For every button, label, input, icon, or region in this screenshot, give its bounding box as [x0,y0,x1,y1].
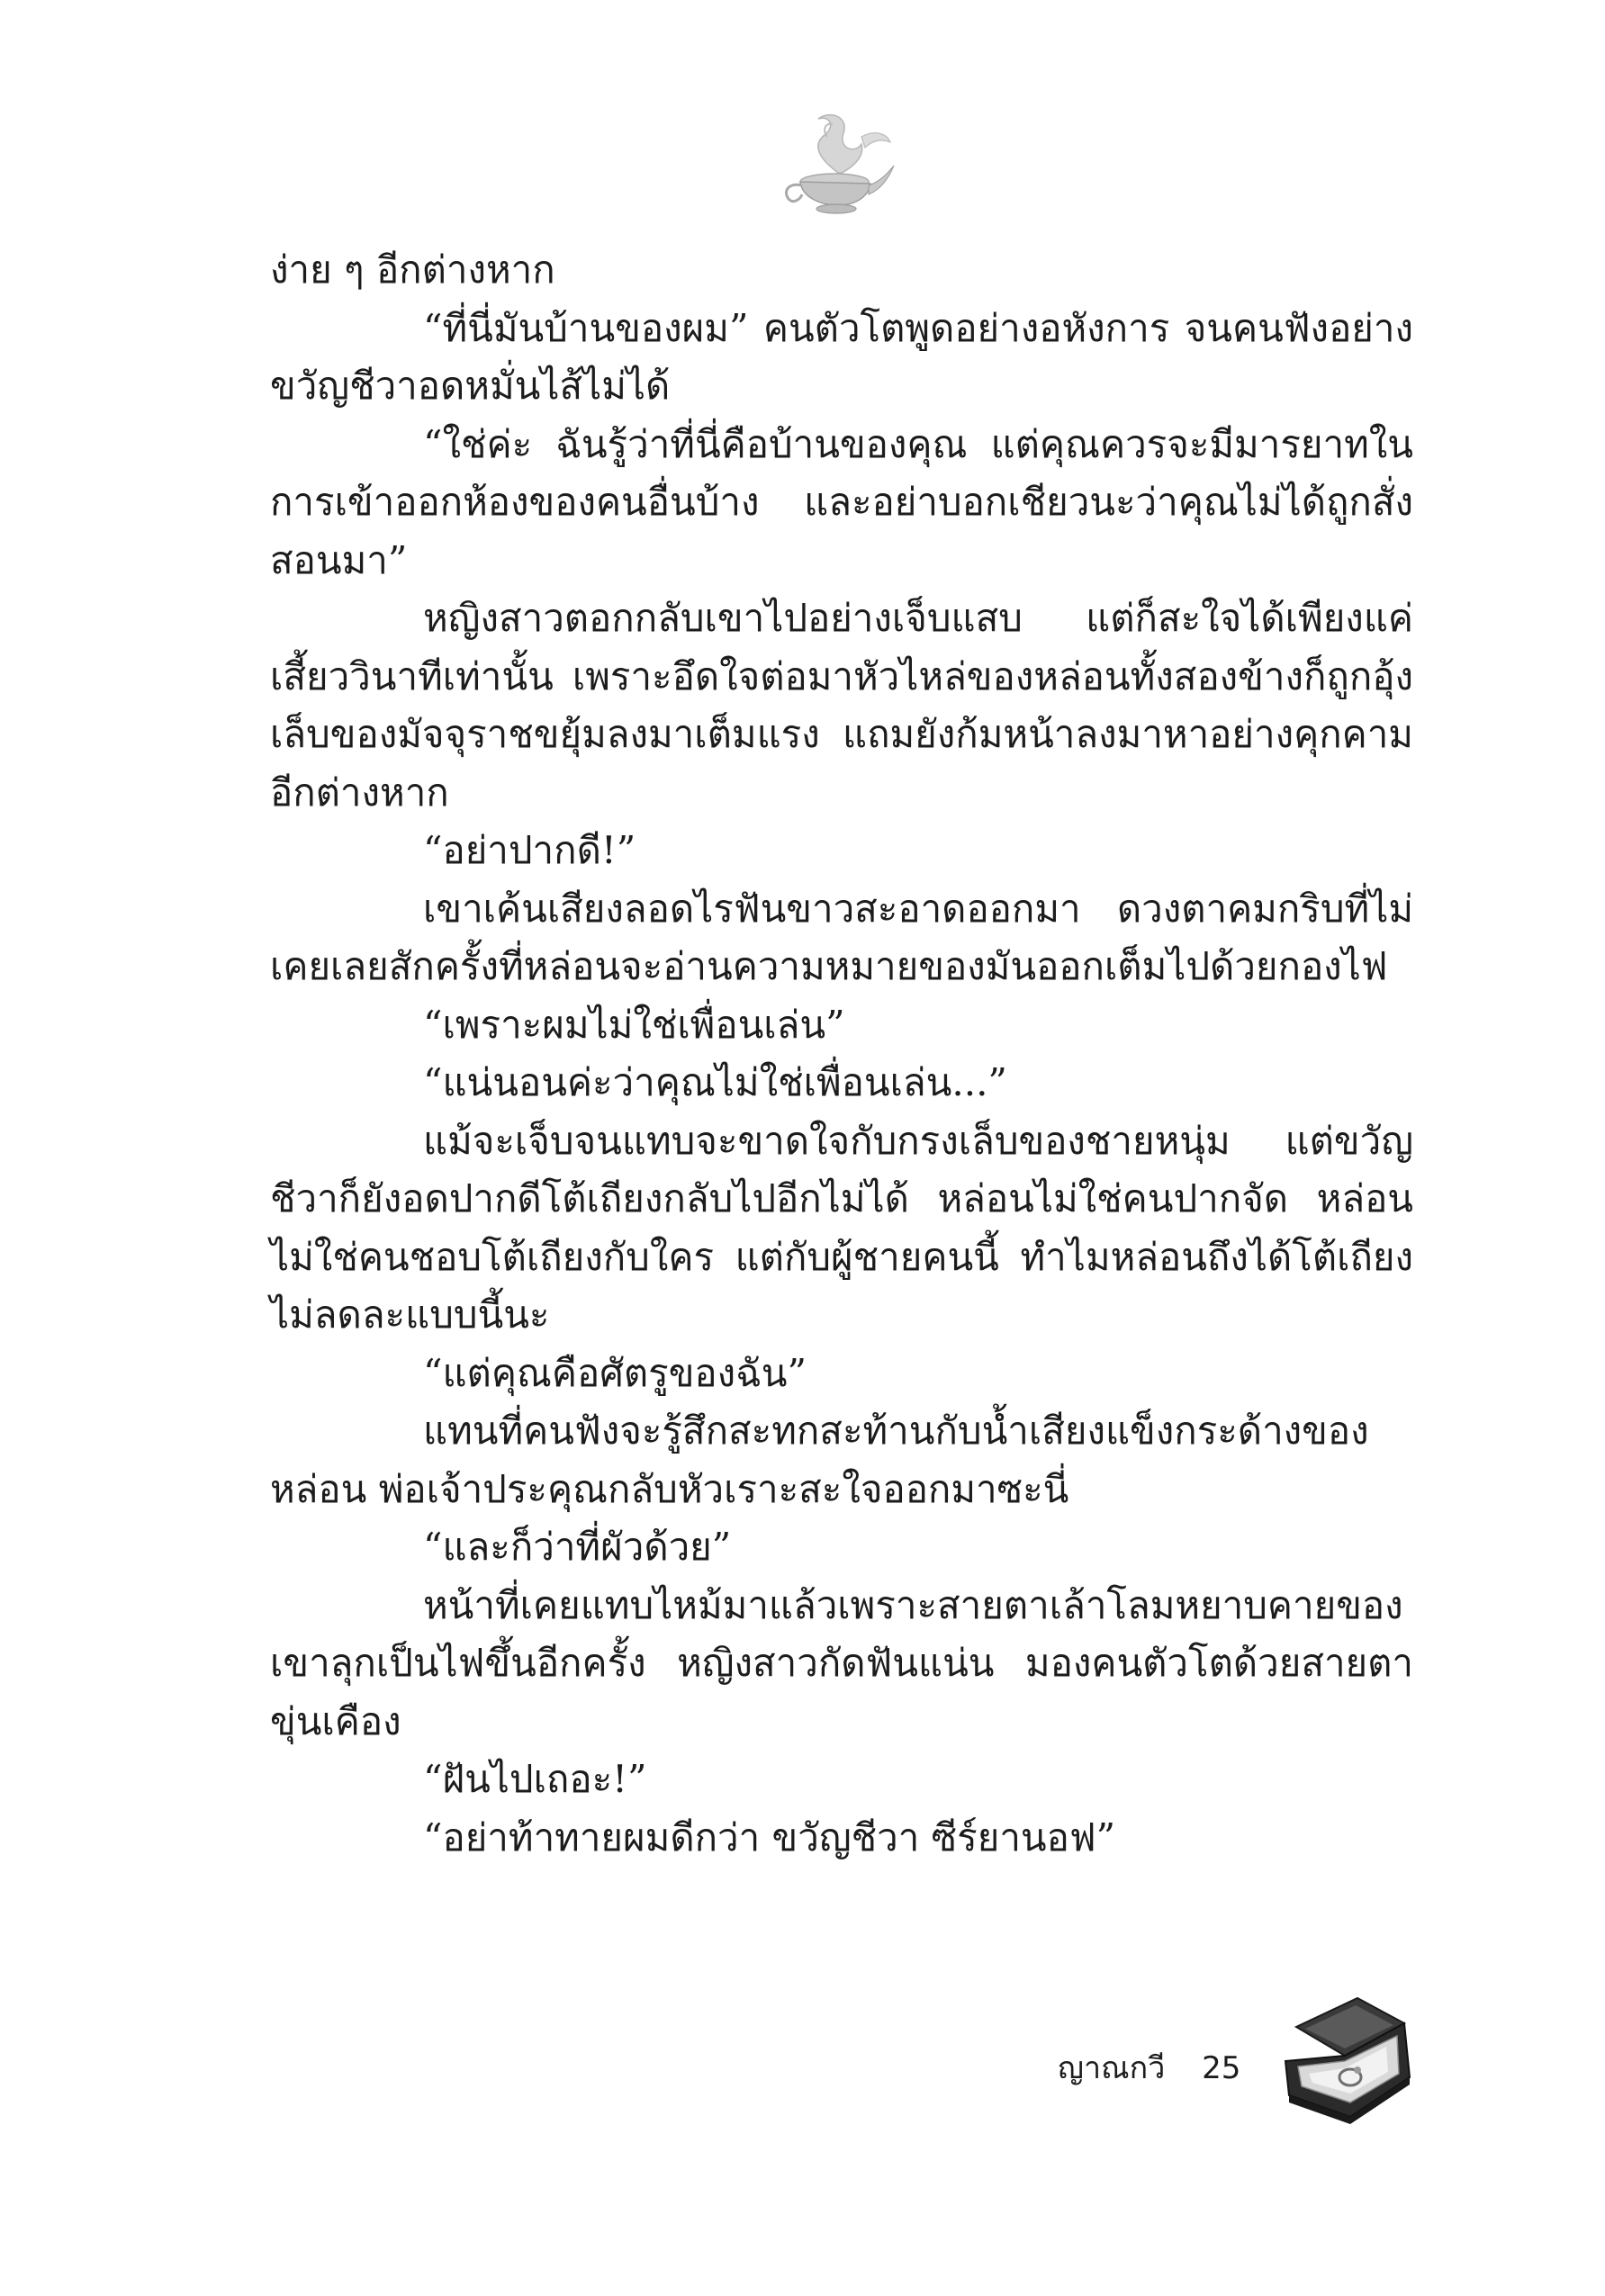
paragraph: “อย่าปากดี!” [423,828,636,872]
paragraph: หน้าที่เคยแทบไหม้มาแล้วเพราะสายตาเล้าโลมหยาบคายของเขาลุกเป็นไฟขึ้นอีกครั้ง หญิงสาวกัดฟันแน่น มองคนตัวโตด้วยสายตาขุ่นเคือง [270,1582,1413,1743]
paragraph: แทนที่คนฟังจะรู้สึกสะทกสะท้านกับน้ำเสียงแข็งกระด้างของหล่อน พ่อเจ้าประคุณกลับหัวเราะสะใจออกมาซะนี่ [270,1409,1369,1511]
ring-box-icon [1278,1991,1413,2124]
paragraph: เขาเค้นเสียงลอดไรฟันขาวสะอาดออกมา ดวงตาคมกริบที่ไม่เคยเลยสักครั้งที่หล่อนจะอ่านความหมายของมันออกเต็มไปด้วยกองไฟ [270,886,1413,988]
genie-lamp-icon [775,110,896,218]
paragraph: “และก็ว่าที่ผัวด้วย” [423,1525,732,1569]
story-text [270,241,1413,1867]
page-number: 25 [1202,2050,1241,2086]
paragraph: “แน่นอนค่ะว่าคุณไม่ใช่เพื่อนเล่น...” [423,1060,1007,1104]
paragraph: “เพราะผมไม่ใช่เพื่อนเล่น” [423,1002,845,1047]
page-footer [1058,2043,1240,2092]
paragraph: “ที่นี่มันบ้านของผม” คนตัวโตพูดอย่างอหังการ จนคนฟังอย่างขวัญชีวาอดหมั่นไส้ไม่ได้ [270,305,1413,408]
paragraph: “ฝันไปเถอะ!” [423,1757,647,1801]
author-name: ญาณกวี [1058,2050,1166,2086]
paragraph: “ใช่ค่ะ ฉันรู้ว่าที่นี่คือบ้านของคุณ แต่คุณควรจะมีมารยาทในการเข้าออกห้องของคนอื่นบ้าง และอย่าบอกเชียวนะว่าคุณไม่ได้ถูกสั่งสอนมา” [270,421,1413,582]
paragraph: แม้จะเจ็บจนแทบจะขาดใจกับกรงเล็บของชายหนุ่ม แต่ขวัญชีวาก็ยังอดปากดีโต้เถียงกลับไปอีกไม่ได้ หล่อนไม่ใช่คนปากจัด หล่อนไม่ใช่คนชอบโต้เถียงกับใคร แต่กับผู้ชายคนนี้ ทำไมหล่อนถึงได้โต้เถียงไม่ลดละแบบนี้นะ [270,1118,1413,1337]
paragraph: “แต่คุณคือศัตรูของฉัน” [423,1350,807,1395]
paragraph: ง่าย ๆ อีกต่างหาก [270,248,555,292]
paragraph: “อย่าท้าทายผมดีกว่า ขวัญชีวา ซีร์ยานอฟ” [423,1814,1116,1859]
paragraph: หญิงสาวตอกกลับเขาไปอย่างเจ็บแสบ แต่ก็สะใจได้เพียงแค่เสี้ยววินาทีเท่านั้น เพราะอึดใจต่อมาหัวไหล่ของหล่อนทั้งสองข้างก็ถูกอุ้งเล็บของมัจจุราชขยุ้มลงมาเต็มแรง แถมยังก้มหน้าลงมาหาอย่างคุกคามอีกต่างหาก [270,596,1413,815]
